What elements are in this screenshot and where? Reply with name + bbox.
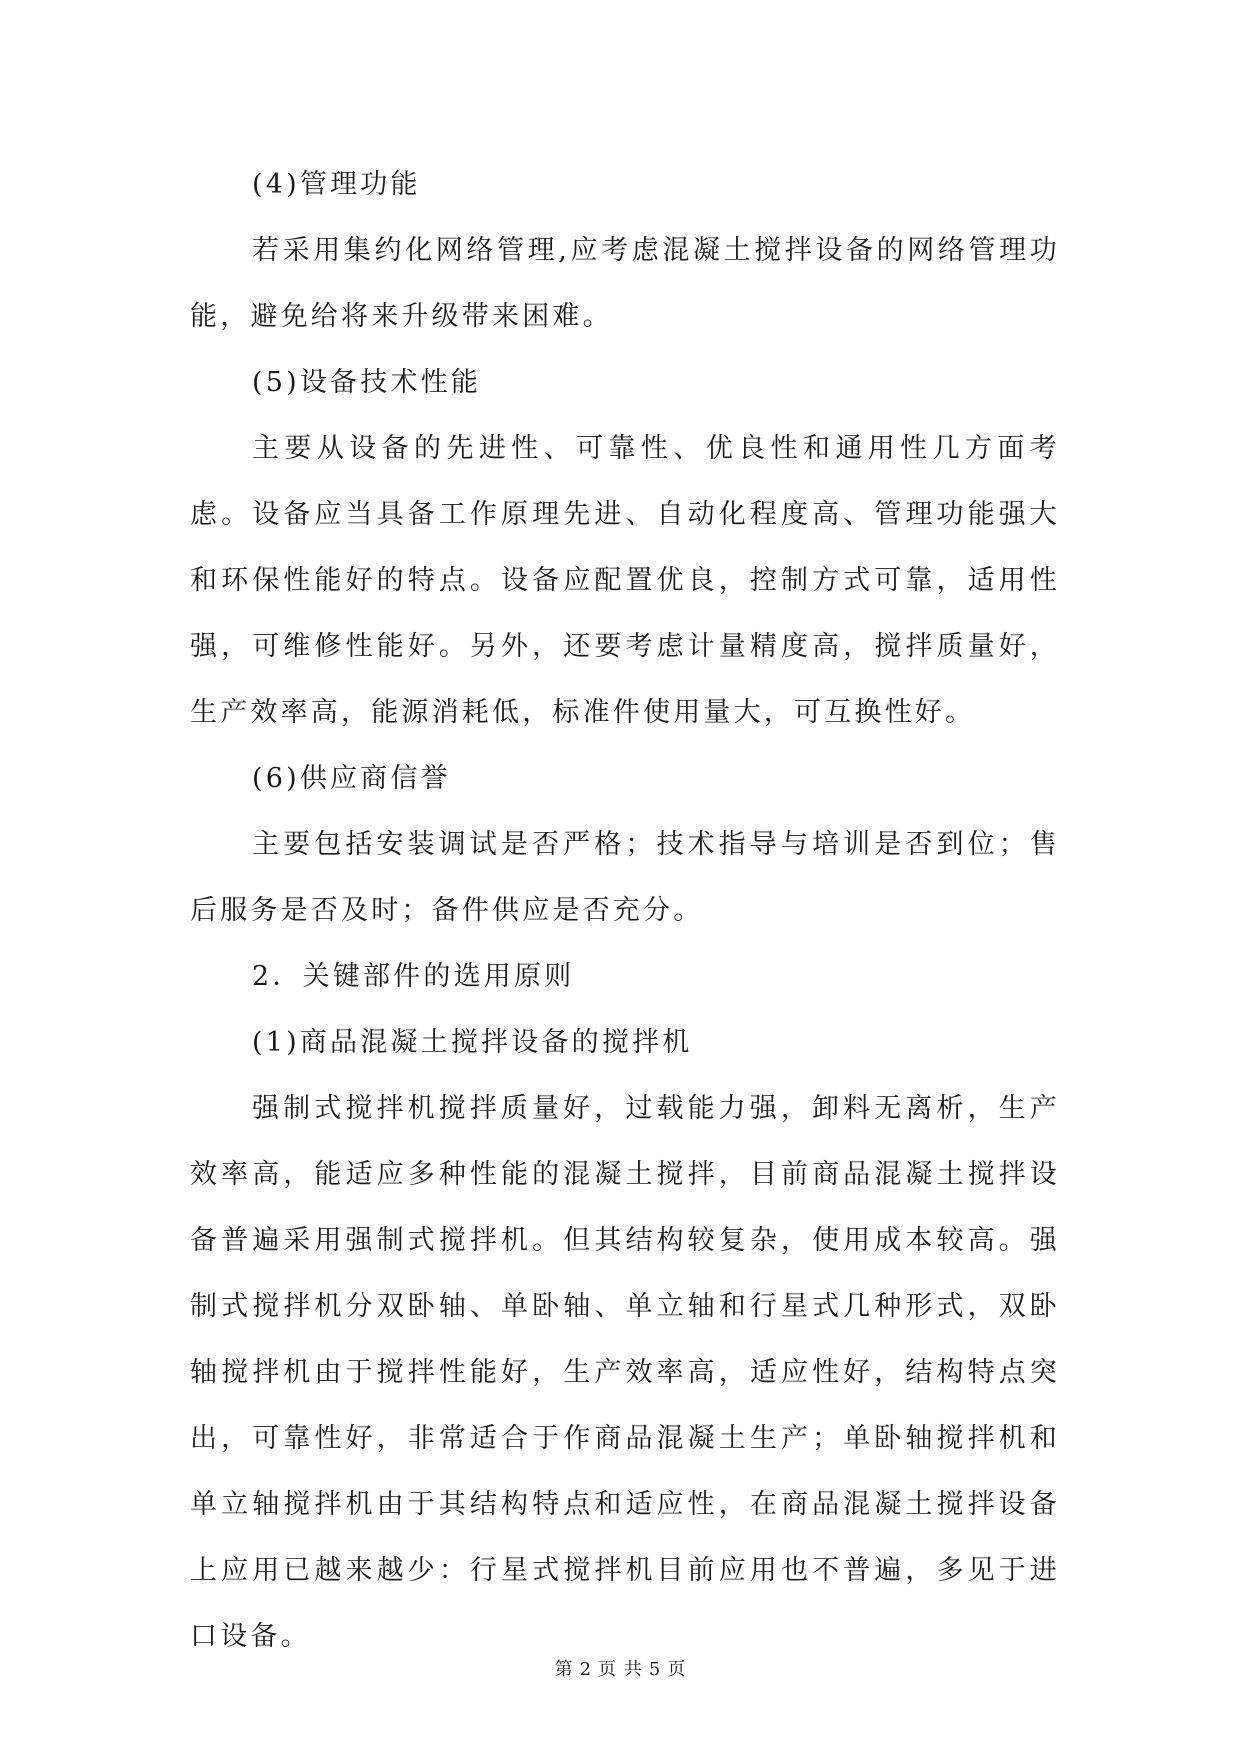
section-heading-key-parts: 2．关键部件的选用原则	[252, 961, 575, 992]
footer-middle: 页 共	[598, 1659, 643, 1680]
paragraph-performance: 主要从设备的先进性、可靠性、优良性和通用性几方面考虑。设备应当具备工作原理先进、自动化程度高、管理功能强大和环保性能好的特点。设备应配置优良，控制方式可靠，适用性强，可维修性能好。另外，还要考虑计量精度高，搅拌质量好，生产效率高，能源消耗低，标准件使用量大，可互换性好。	[190, 433, 1060, 728]
footer-suffix: 页	[667, 1659, 687, 1680]
section-heading-management: (4)管理功能	[252, 169, 421, 200]
section-heading-mixer: (1)商品混凝土搅拌设备的搅拌机	[252, 1027, 693, 1058]
paragraph-management: 若采用集约化网络管理,应考虑混凝土搅拌设备的网络管理功能，避免给将来升级带来困难。	[190, 235, 1060, 332]
page-footer	[0, 1655, 1241, 1681]
section-heading-performance: (5)设备技术性能	[252, 367, 482, 398]
paragraph-mixer: 强制式搅拌机搅拌质量好，过载能力强，卸料无离析，生产效率高，能适应多种性能的混凝土搅拌，目前商品混凝土搅拌设备普遍采用强制式搅拌机。但其结构较复杂，使用成本较高。强制式搅拌机分双卧轴、单卧轴、单立轴和行星式几种形式，双卧轴搅拌机由于搅拌性能好，生产效率高，适应性好，结构特点突出，可靠性好，非常适合于作商品混凝土生产；单卧轴搅拌机和单立轴搅拌机由于其结构特点和适应性，在商品混凝土搅拌设备上应用已越来越少：行星式搅拌机目前应用也不普遍，多见于进口设备。	[190, 1093, 1060, 1652]
footer-prefix: 第	[554, 1659, 574, 1680]
section-heading-supplier: (6)供应商信誉	[252, 763, 451, 794]
paragraph-supplier: 主要包括安装调试是否严格；技术指导与培训是否到位；售后服务是否及时；备件供应是否充分。	[190, 829, 1060, 926]
footer-total-pages: 5	[648, 1659, 662, 1680]
footer-current-page: 2	[579, 1659, 593, 1680]
document-body	[190, 152, 1060, 1670]
